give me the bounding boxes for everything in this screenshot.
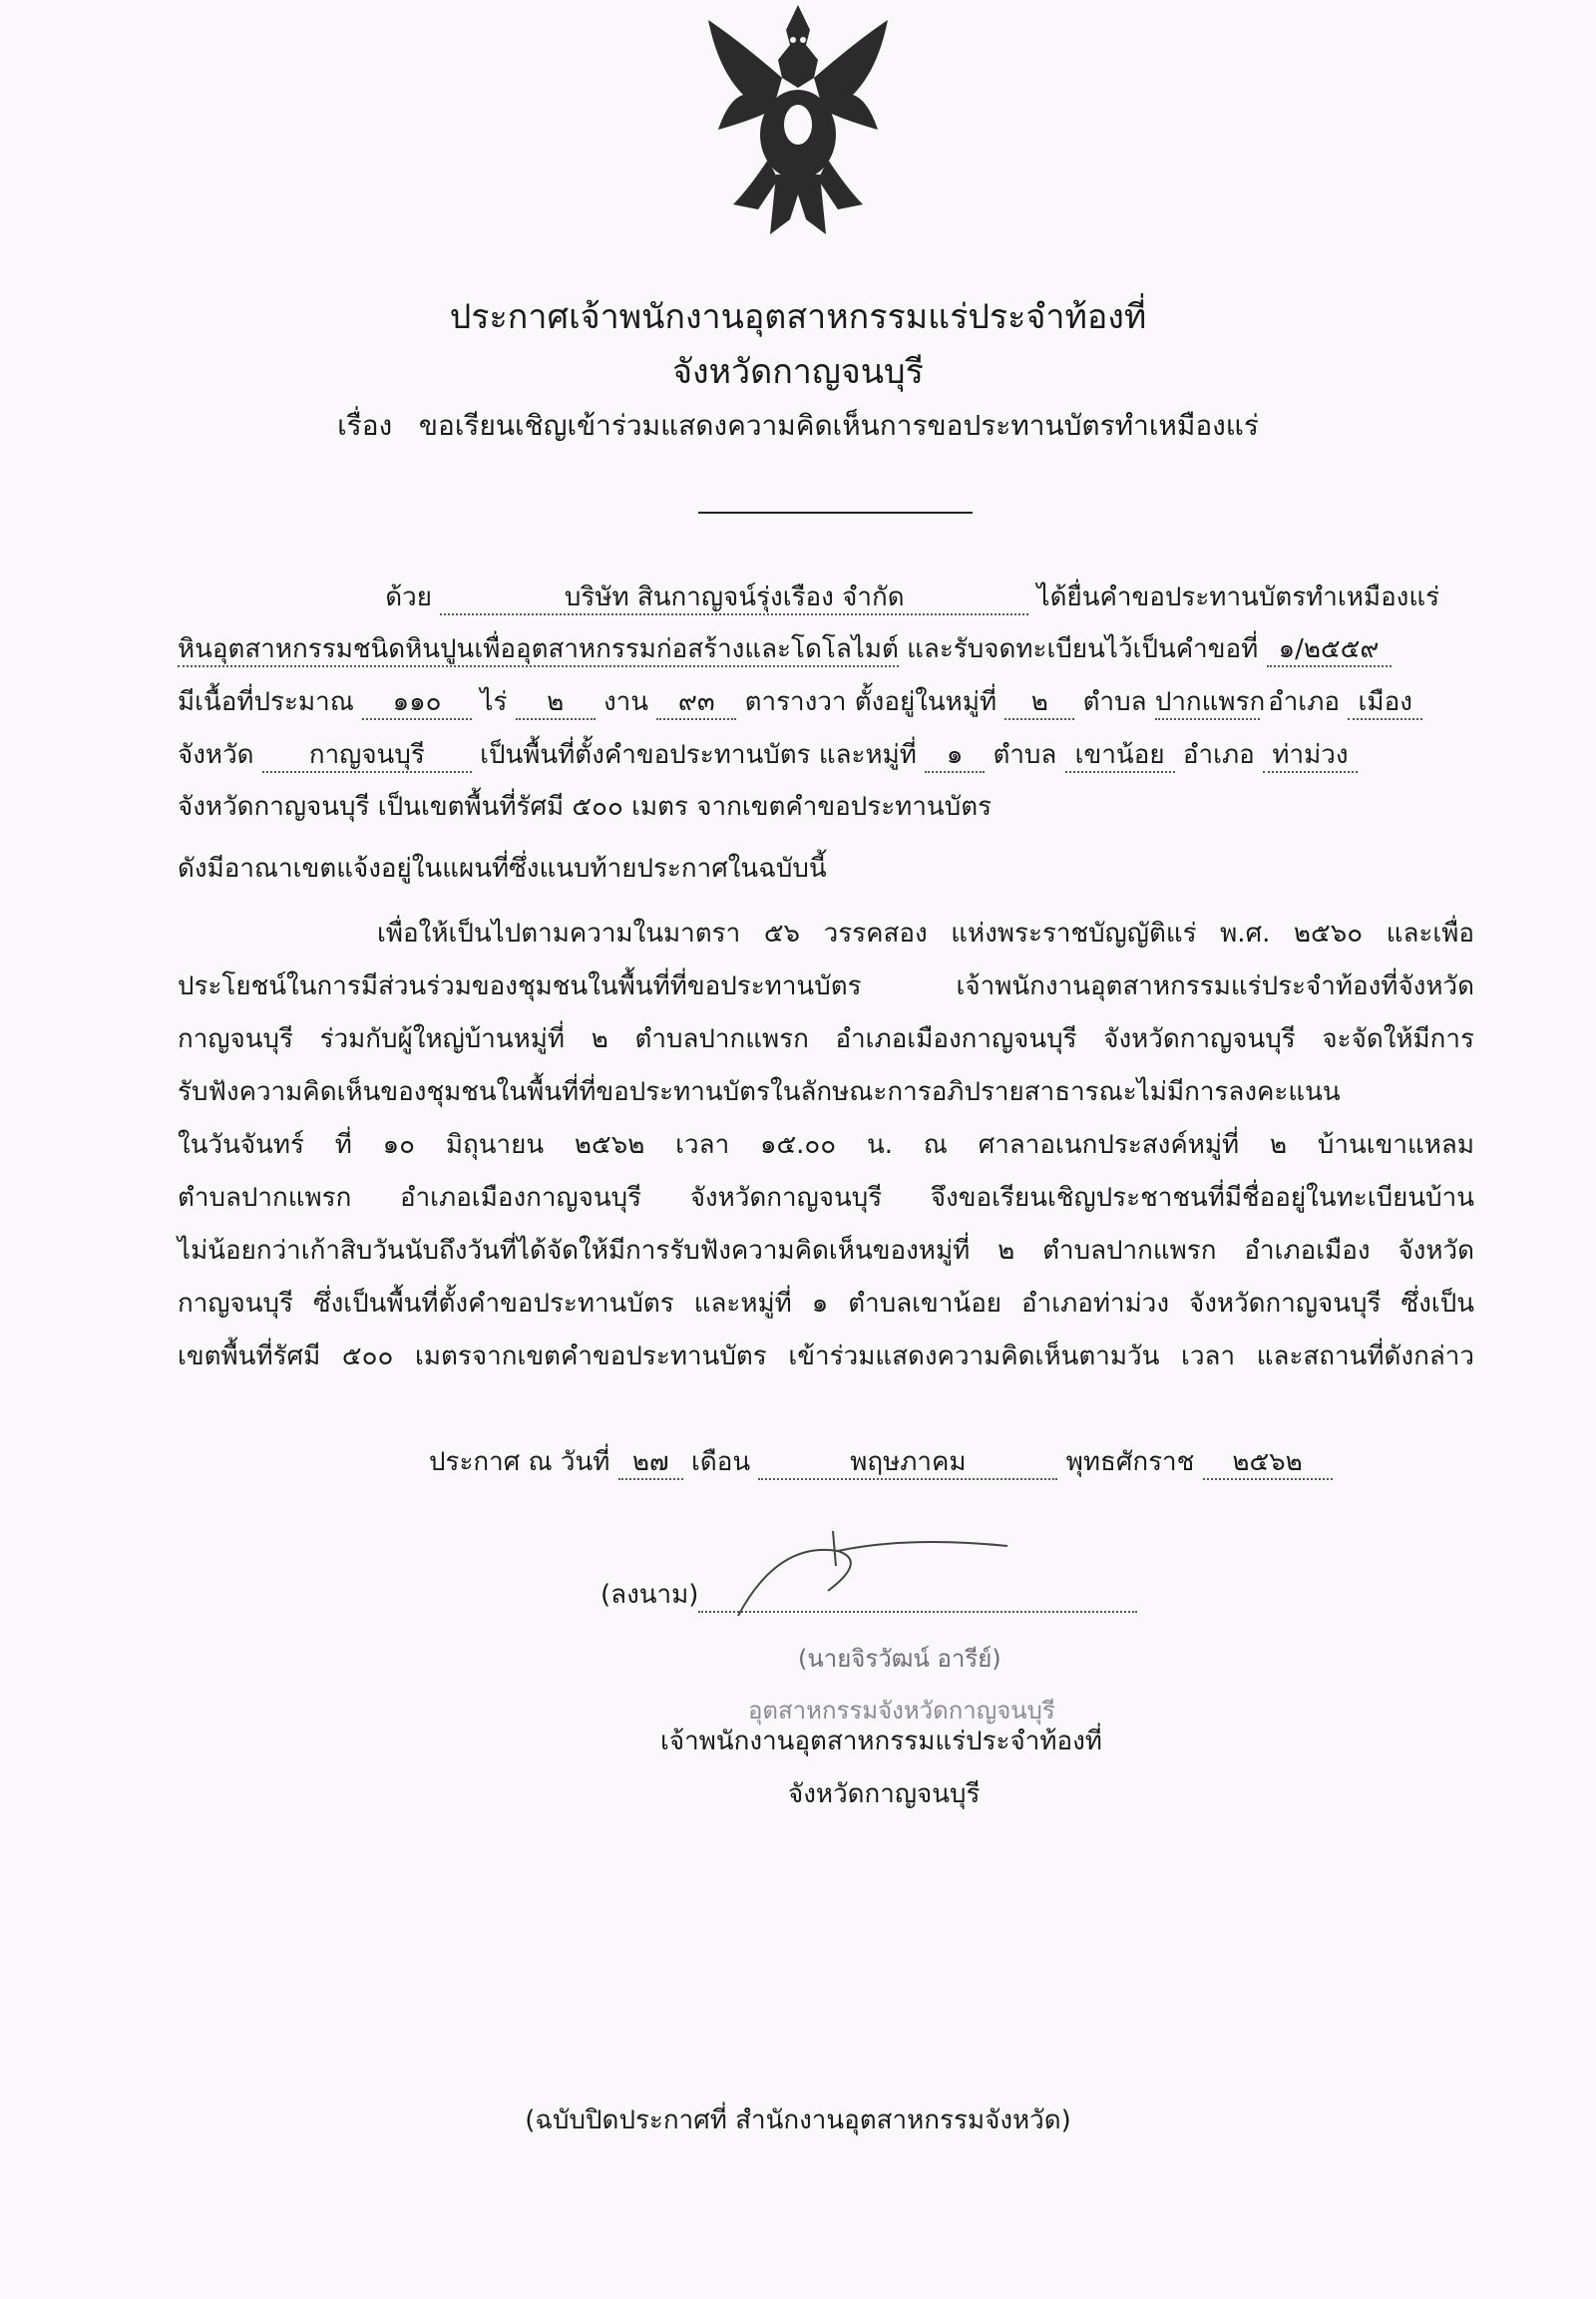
amphoe2-field: ท่าม่วง [1263, 740, 1358, 773]
garuda-emblem-icon [698, 0, 898, 249]
amphoe1-field: เมือง [1348, 687, 1422, 720]
para2-line: รับฟังความคิดเห็นของชุมชนในพื้นที่ที่ขอประทานบัตรในลักษณะการอภิปรายสาธารณะไม่มีการลงคะแนน [178, 1077, 1341, 1107]
para2-line: ในวันจันทร์ ที่ ๑๐ มิถุนายน ๒๕๖๒ เวลา ๑๕.๐๐ น. ณ ศาลาอเนกประสงค์หมู่ที่ ๒ บ้านเขาแหลม [178, 1130, 1474, 1160]
month-field: พฤษภาคม [758, 1447, 1057, 1480]
posting-location-note: (ฉบับปิดประกาศที่ สำนักงานอุตสาหกรรมจังหวัด) [525, 2106, 1071, 2135]
para1-line3: มีเนื้อที่ประมาณ ๑๑๐ ไร่ ๒ งาน ๙๓ ตารางวา ตั้งอยู่ในหมู่ที่ ๒ ตำบล ปากแพรก อำเภอ เมือง [178, 681, 1474, 722]
para2-line: เขตพื้นที่รัศมี ๕๐๐ เมตรจากเขตคำขอประทานบัตร เข้าร่วมแสดงความคิดเห็นตามวัน เวลา และสถานที่ดังกล่าว [178, 1341, 1474, 1371]
para1-line5: จังหวัดกาญจนบุรี เป็นเขตพื้นที่รัศมี ๕๐๐ เมตร จากเขตคำขอประทานบัตร [178, 792, 993, 822]
para2-line: ประโยชน์ในการมีส่วนร่วมของชุมชนในพื้นที่ที่ขอประทานบัตร เจ้าพนักงานอุตสาหกรรมแร่ประจำท้องที่จังหวัด [178, 971, 1474, 1001]
subject-text: ขอเรียนเชิญเข้าร่วมแสดงความคิดเห็นการขอประทานบัตรทำเหมืองแร่ [418, 409, 1259, 442]
stamp-position: อุตสาหกรรมจังหวัดกาญจนบุรี [748, 1697, 1055, 1724]
title-line-2: จังหวัดกาญจนบุรี [672, 352, 924, 392]
para2-line: ตำบลปากแพรก อำเภอเมืองกาญจนบุรี จังหวัดกาญจนบุรี จึงขอเรียนเชิญประชาชนที่มีชื่ออยู่ในทะเบียนบ้าน [178, 1183, 1474, 1213]
rai-field: ๑๑๐ [362, 687, 472, 720]
year-field: ๒๕๖๒ [1203, 1447, 1333, 1480]
para1-line4: จังหวัด กาญจนบุรี เป็นพื้นที่ตั้งคำขอประทานบัตร และหมู่ที่ ๑ ตำบล เขาน้อย อำเภอ ท่าม่วง [178, 734, 1474, 775]
position-line-1: เจ้าพนักงานอุตสาหกรรมแร่ประจำท้องที่ [660, 1726, 1102, 1756]
title-line-1: ประกาศเจ้าพนักงานอุตสาหกรรมแร่ประจำท้องที่ [449, 297, 1147, 337]
subject-label: เรื่อง [337, 409, 393, 442]
para2-line: ไม่น้อยกว่าเก้าสิบวันนับถึงวันที่ได้จัดให้มีการรับฟังความคิดเห็นของหมู่ที่ ๒ ตำบลปากแพรก อำเภอเมือง จังหวัด [178, 1236, 1474, 1266]
title-divider [698, 512, 973, 514]
para2-line: กาญจนบุรี ร่วมกับผู้ใหญ่บ้านหมู่ที่ ๒ ตำบลปากแพรก อำเภอเมืองกาญจนบุรี จังหวัดกาญจนบุรี จะจัดให้มีการ [178, 1024, 1474, 1054]
company-field: บริษัท สินกาญจน์รุ่งเรือง จำกัด [440, 582, 1028, 615]
announce-date-line: ประกาศ ณ วันที่ ๒๗ เดือน พฤษภาคม พุทธศักราช ๒๕๖๒ [429, 1441, 1426, 1482]
subject-line [0, 404, 1596, 448]
province1-field: กาญจนบุรี [262, 740, 472, 773]
tambon1-field: ปากแพรก [1155, 687, 1260, 720]
para1-line1: ด้วย บริษัท สินกาญจน์รุ่งเรือง จำกัด ได้ยื่นคำขอประทานบัตรทำเหมืองแร่ [178, 576, 1474, 617]
moo2-field: ๑ [925, 740, 985, 773]
para1-line6: ดังมีอาณาเขตแจ้งอยู่ในแผนที่ซึ่งแนบท้ายประกาศในฉบับนี้ [178, 854, 827, 884]
para2-line: กาญจนบุรี ซึ่งเป็นพื้นที่ตั้งคำขอประทานบัตร และหมู่ที่ ๑ ตำบลเขาน้อย อำเภอท่าม่วง จังหวัดกาญจนบุรี ซึ่งเป็น [178, 1289, 1474, 1319]
position-line-2: จังหวัดกาญจนบุรี [788, 1779, 981, 1809]
moo1-field: ๒ [1004, 687, 1074, 720]
mineral-field: หินอุตสาหกรรมชนิดหินปูนเพื่ออุตสาหกรรมก่อสร้างและโดโลไมต์ [178, 634, 899, 667]
para1-line2: หินอุตสาหกรรมชนิดหินปูนเพื่ออุตสาหกรรมก่อสร้างและโดโลไมต์ และรับจดทะเบียนไว้เป็นคำขอที่ ๑/๒๕๕๙ [178, 628, 1474, 669]
signer-name: (นายจิรวัฒน์ อารีย์) [798, 1645, 1001, 1673]
wa-field: ๙๓ [656, 687, 736, 720]
sign-line [600, 1574, 1159, 1615]
ngan-field: ๒ [516, 687, 596, 720]
request-number-field: ๑/๒๕๕๙ [1267, 634, 1392, 667]
tambon2-field: เขาน้อย [1065, 740, 1175, 773]
para2-line: เพื่อให้เป็นไปตามความในมาตรา ๕๖ วรรคสอง แห่งพระราชบัญญัติแร่ พ.ศ. ๒๕๖๐ และเพื่อ [377, 919, 1474, 949]
day-field: ๒๗ [618, 1447, 683, 1480]
sign-label: (ลงนาม) [600, 1580, 699, 1610]
